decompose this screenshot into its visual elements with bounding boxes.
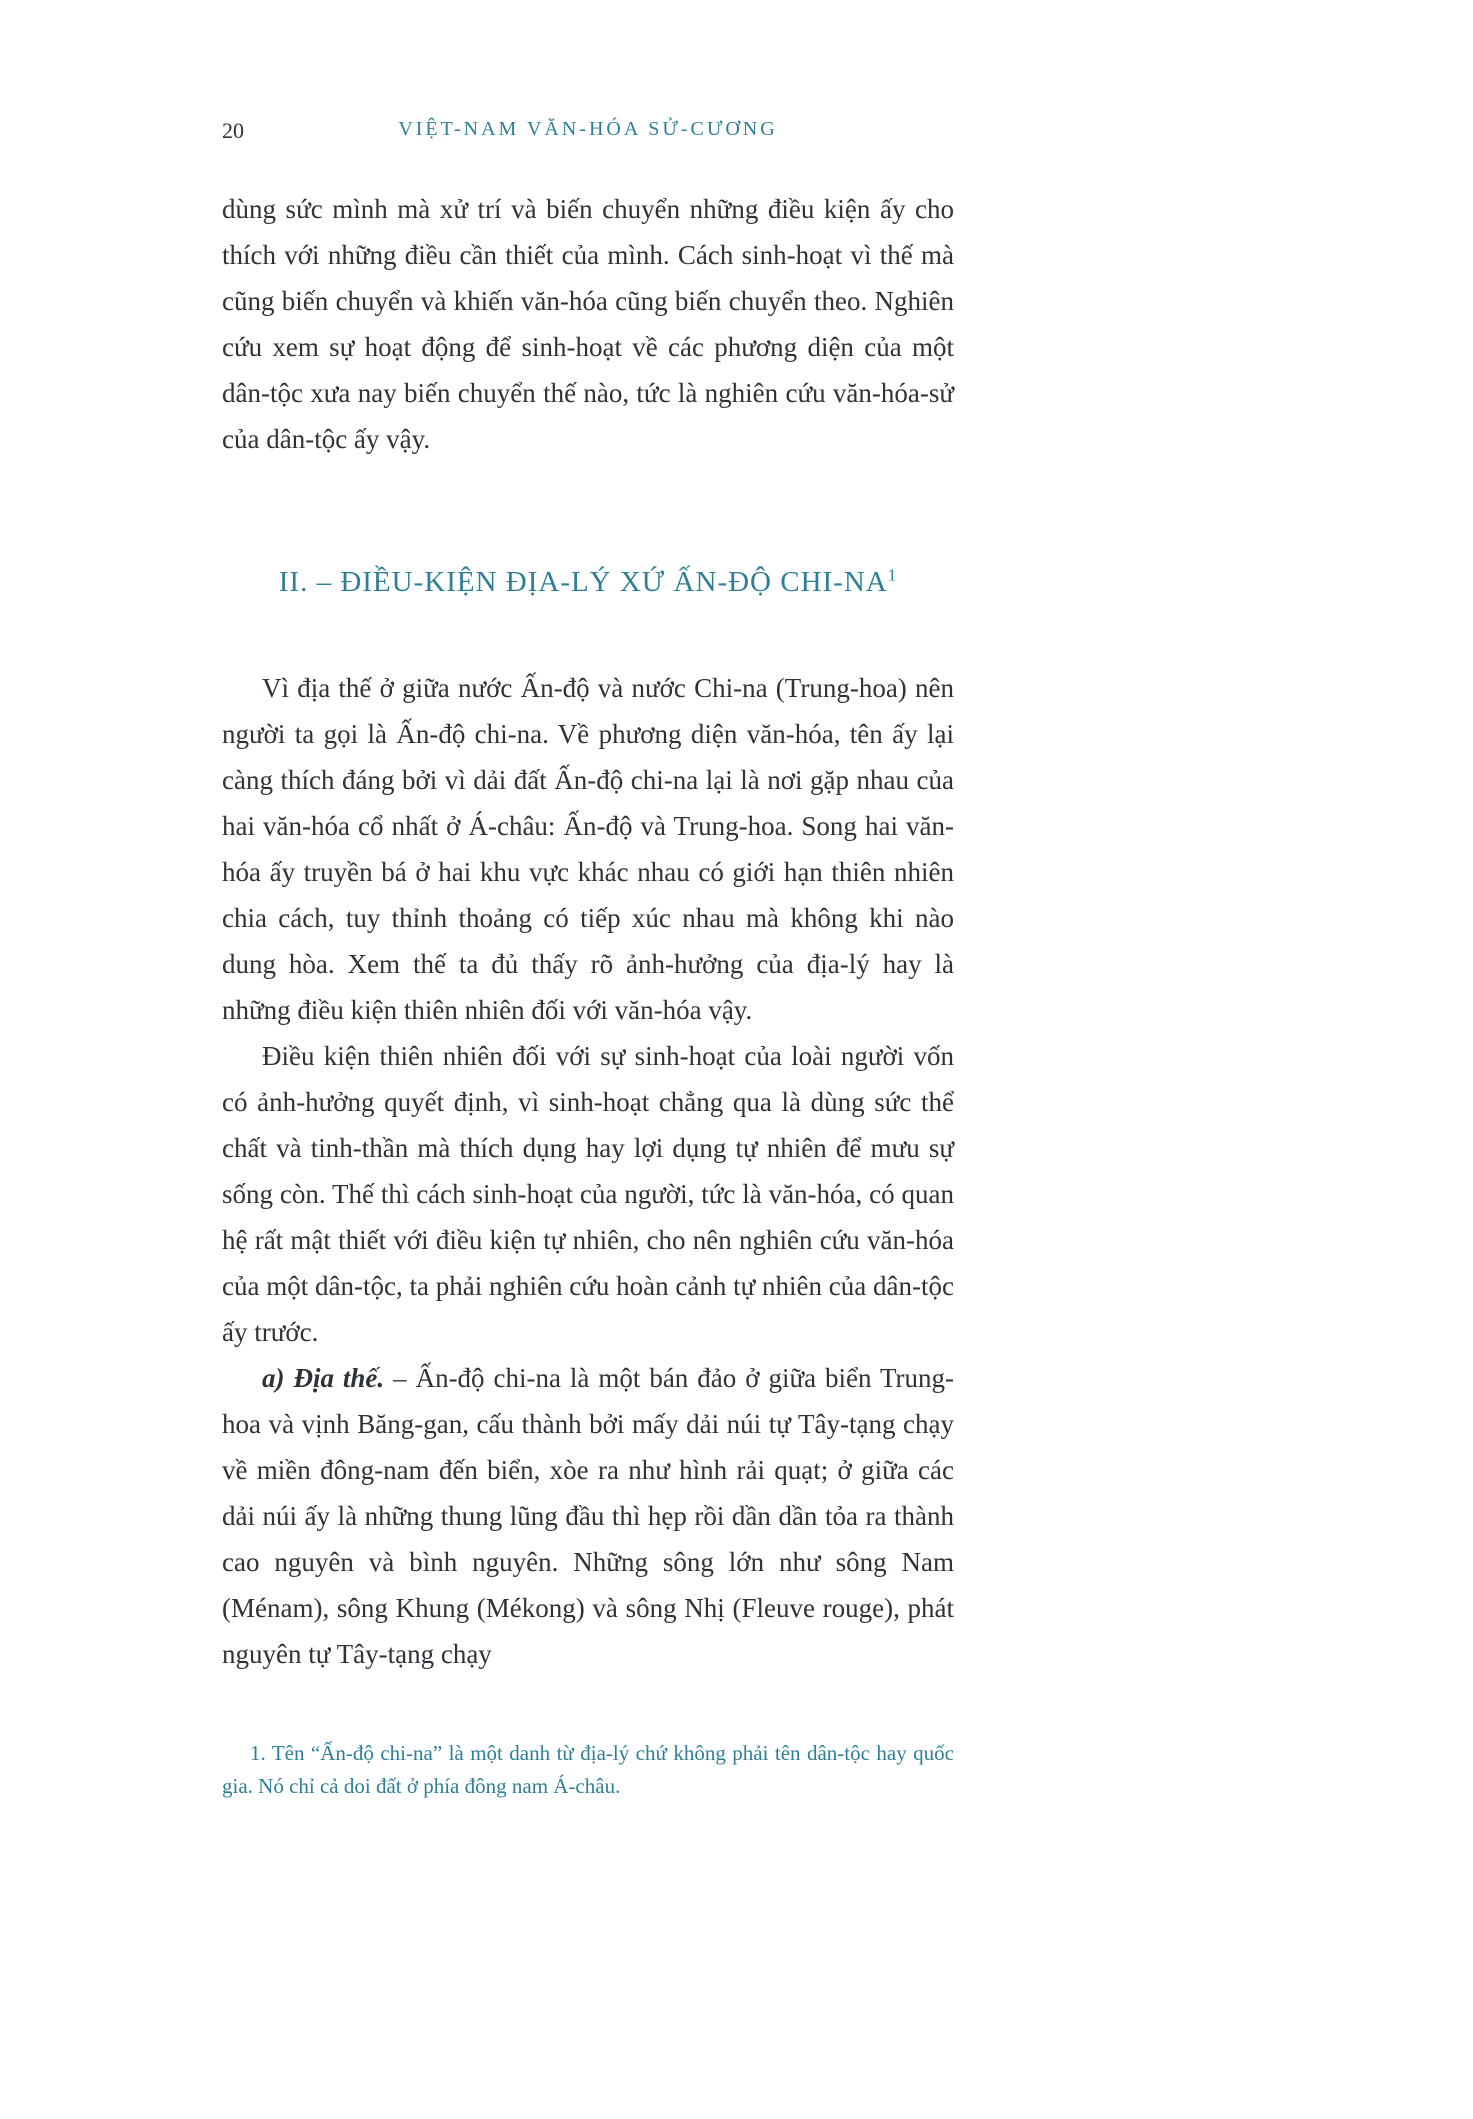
- paragraph-body-text: – Ấn-độ chi-na là một bán đảo ở giữa biển Trung-hoa và vịnh Băng-gan, cấu thành bởi mấy dải núi tự Tây-tạng chạy về miền đông-nam đến biển, xòe ra như hình rải quạt; ở giữa các dải núi ấy là những thung lũng đầu thì hẹp rồi dần dần tỏa ra thành cao nguyên và bình nguyên. Những sông lớn như sông Nam (Ménam), sông Khung (Mékong) và sông Nhị (Fleuve rouge), phát nguyên tự Tây-tạng chạy: [222, 1363, 954, 1669]
- running-title: VIỆT-NAM VĂN-HÓA SỬ-CƯƠNG: [398, 118, 778, 140]
- footnote-text: 1. Tên “Ấn-độ chi-na” là một danh từ địa-lý chứ không phải tên dân-tộc hay quốc gia. Nó chỉ cả doi đất ở phía đông nam Á-châu.: [222, 1741, 954, 1798]
- footnote-reference: 1: [887, 565, 898, 585]
- footnote-section: [222, 1737, 954, 1803]
- paragraph-lead-label: a) Địa thế.: [262, 1363, 385, 1393]
- page-body: [222, 186, 954, 1677]
- paragraph-continuation: dùng sức mình mà xử trí và biến chuyển những điều kiện ấy cho thích với những điều cần thiết của mình. Cách sinh-hoạt vì thế mà cũng biến chuyển và khiến văn-hóa cũng biến chuyển theo. Nghiên cứu xem sự hoạt động để sinh-hoạt về các phương diện của một dân-tộc xưa nay biến chuyển thế nào, tức là nghiên cứu văn-hóa-sử của dân-tộc ấy vậy.: [222, 194, 954, 454]
- page-number: 20: [222, 118, 244, 143]
- page-header: [222, 118, 954, 148]
- section-heading-text: II. – ĐIỀU-KIỆN ĐỊA-LÝ XỨ ẤN-ĐỘ CHI-NA: [278, 566, 888, 598]
- paragraph: Điều kiện thiên nhiên đối với sự sinh-hoạt của loài người vốn có ảnh-hưởng quyết định, vì sinh-hoạt chẳng qua là dùng sức thể chất và tinh-thần mà thích dụng hay lợi dụng tự nhiên để mưu sự sống còn. Thế thì cách sinh-hoạt của người, tức là văn-hóa, có quan hệ rất mật thiết với điều kiện tự nhiên, cho nên nghiên cứu văn-hóa của một dân-tộc, ta phải nghiên cứu hoàn cảnh tự nhiên của dân-tộc ấy trước.: [222, 1041, 954, 1347]
- paragraph: [222, 1355, 954, 1677]
- page-content: [222, 118, 954, 1803]
- paragraph: Vì địa thế ở giữa nước Ấn-độ và nước Chi-na (Trung-hoa) nên người ta gọi là Ấn-độ chi-na. Về phương diện văn-hóa, tên ấy lại càng thích đáng bởi vì dải đất Ấn-độ chi-na lại là nơi gặp nhau của hai văn-hóa cổ nhất ở Á-châu: Ấn-độ và Trung-hoa. Song hai văn-hóa ấy truyền bá ở hai khu vực khác nhau có giới hạn thiên nhiên chia cách, tuy thỉnh thoảng có tiếp xúc nhau mà không khi nào dung hòa. Xem thế ta đủ thấy rõ ảnh-hưởng của địa-lý hay là những điều kiện thiên nhiên đối với văn-hóa vậy.: [222, 673, 954, 1025]
- section-heading: [222, 566, 954, 599]
